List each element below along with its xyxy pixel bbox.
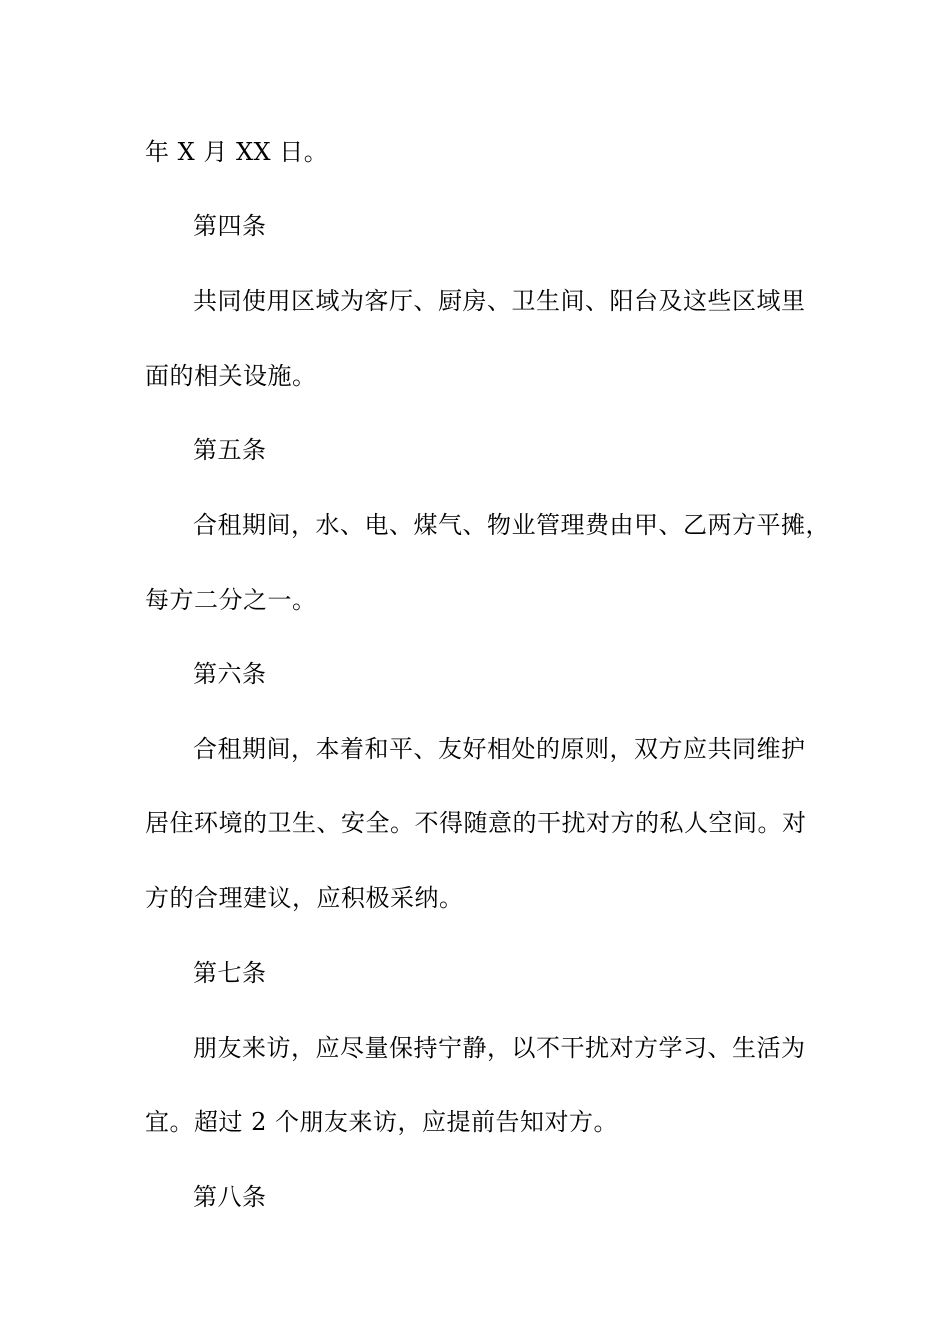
text-line-date: 年 X 月 XX 日。 — [145, 138, 329, 166]
article-5-text-line-2: 每方二分之一。 — [145, 586, 317, 614]
article-6-heading: 第六条 — [193, 660, 267, 688]
article-5-heading: 第五条 — [193, 436, 267, 464]
article-7-text-line-1: 朋友来访，应尽量保持宁静，以不干扰对方学习、生活为 — [193, 1034, 806, 1062]
article-5-text-line-1: 合租期间，水、电、煤气、物业管理费由甲、乙两方平摊， — [193, 511, 830, 539]
article-7-heading: 第七条 — [193, 959, 267, 987]
article-8-heading: 第八条 — [193, 1183, 267, 1211]
article-4-text-line-2: 面的相关设施。 — [145, 362, 317, 390]
article-6-text-line-3: 方的合理建议，应积极采纳。 — [145, 884, 464, 912]
article-4-heading: 第四条 — [193, 212, 267, 240]
article-6-text-line-2: 居住环境的卫生、安全。不得随意的干扰对方的私人空间。对 — [145, 809, 807, 837]
article-7-text-line-2: 宜。超过 2 个朋友来访，应提前告知对方。 — [145, 1108, 619, 1136]
article-6-text-line-1: 合租期间，本着和平、友好相处的原则，双方应共同维护 — [193, 735, 806, 763]
article-4-text-line-1: 共同使用区域为客厅、厨房、卫生间、阳台及这些区域里 — [193, 287, 806, 315]
